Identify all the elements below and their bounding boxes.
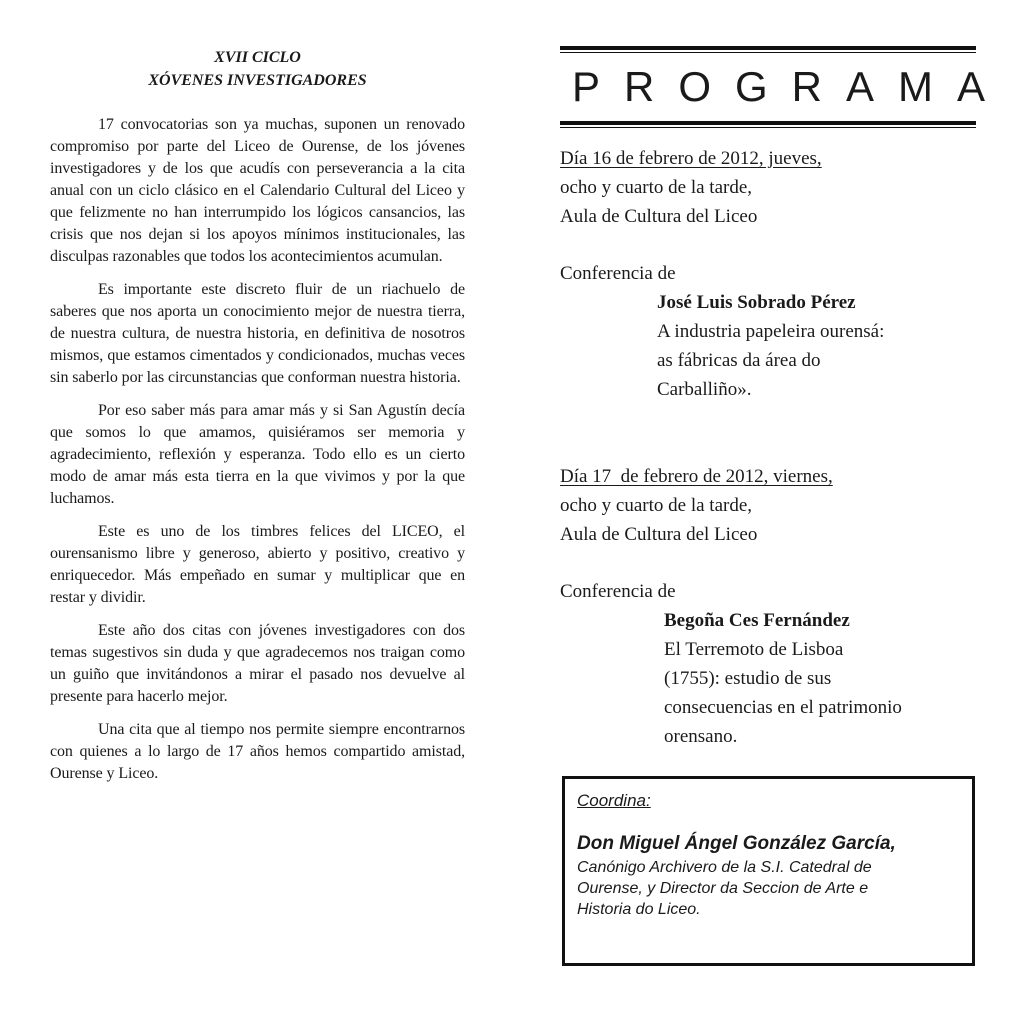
- conference-title-line: Carballiño».: [657, 379, 752, 400]
- speaker-name: Begoña Ces Fernández: [664, 610, 850, 631]
- conference-label: Conferencia de: [560, 581, 676, 602]
- event-date: Día 16 de febrero de 2012, jueves,: [560, 148, 822, 169]
- event-1: [560, 144, 976, 404]
- paragraph: 17 convocatorias son ya muchas, suponen un renovado compromiso por parte del Liceo de Ourense, de los jóvenes investigadores y de los que acudís con perseverancia a la cita anual con un ciclo clásico en el Calendario Cultural del Liceo y que felizmente no han interrumpido los lógicos cansancios, las crisis que nos dejan si los apoyos mínimos institucionales, las disculpas razonables que todos los acontecimientos acumulan.: [50, 116, 465, 265]
- conference-label: Conferencia de: [560, 263, 676, 284]
- programa-heading: PROGRAMA: [572, 63, 1010, 110]
- conference-title-line: as fábricas da área do: [657, 350, 821, 371]
- event-place: Aula de Cultura del Liceo: [560, 524, 758, 545]
- paragraph: Es importante este discreto fluir de un riachuelo de saberes que nos aporta un conocimiento mejor de nuestra tierra, de nuestra cultura, de nuestra historia, en definitiva de nosotros mismos, que estamos cimentados y condicionados, muchas veces sin saberlo por las circunstancias que conforman nuestra historia.: [50, 281, 465, 386]
- conference-title-line: (1755): estudio de sus: [664, 668, 832, 689]
- cycle-title-line1: XVII CICLO: [214, 49, 301, 66]
- right-column: [560, 46, 1010, 751]
- intro-text: [50, 114, 465, 785]
- event-2: [560, 462, 976, 751]
- conference-details: [560, 606, 976, 751]
- conference-title-line: El Terremoto de Lisboa: [664, 639, 844, 660]
- conference-title-line: A industria papeleira ourensá:: [657, 321, 885, 342]
- conference-title-line: consecuencias en el patrimonio: [664, 697, 902, 718]
- conference-title-line: orensano.: [664, 726, 738, 747]
- paragraph: Este año dos citas con jóvenes investigadores con dos temas sugestivos sin duda y que agradecemos nos traigan como un guiño que invitándonos a mirar el pasado nos devuelve al presente para hacerlo mejor.: [50, 622, 465, 705]
- coordinator-label: Coordina:: [577, 791, 651, 810]
- event-time: ocho y cuarto de la tarde,: [560, 177, 753, 198]
- cycle-title: [50, 46, 465, 92]
- paragraph: Este es uno de los timbres felices del LICEO, el ourensanismo libre y generoso, abierto y positivo, creativo y enriquecedor. Más empeñado en sumar y multiplicar que en restar y dividir.: [50, 523, 465, 606]
- conference-details: [560, 288, 976, 404]
- cycle-title-line2: XÓVENES INVESTIGADORES: [148, 72, 367, 89]
- top-rule: [560, 46, 976, 53]
- left-column: [50, 46, 465, 796]
- event-date: Día 17 de febrero de 2012, viernes,: [560, 466, 833, 487]
- speaker-name: José Luis Sobrado Pérez: [657, 292, 856, 313]
- bottom-rule: [560, 121, 976, 128]
- coordinator-desc-line: Historia do Liceo.: [577, 901, 701, 918]
- event-time: ocho y cuarto de la tarde,: [560, 495, 753, 516]
- coordinator-box: [562, 776, 975, 966]
- coordinator-name: Don Miguel Ángel González García,: [577, 833, 896, 854]
- event-place: Aula de Cultura del Liceo: [560, 206, 758, 227]
- coordinator-description: [577, 857, 960, 920]
- paragraph: Una cita que al tiempo nos permite siempre encontrarnos con quienes a lo largo de 17 años hemos compartido amistad, Ourense y Liceo.: [50, 721, 465, 782]
- coordinator-desc-line: Ourense, y Director da Seccion de Arte e: [577, 880, 869, 897]
- paragraph: Por eso saber más para amar más y si San Agustín decía que somos lo que amamos, quisiéramos ser memoria y agradecimiento, reflexión y esperanza. Todo ello es un cierto modo de amar más esta tierra en la que vivimos y por la que luchamos.: [50, 402, 465, 507]
- coordinator-desc-line: Canónigo Archivero de la S.I. Catedral de: [577, 859, 872, 876]
